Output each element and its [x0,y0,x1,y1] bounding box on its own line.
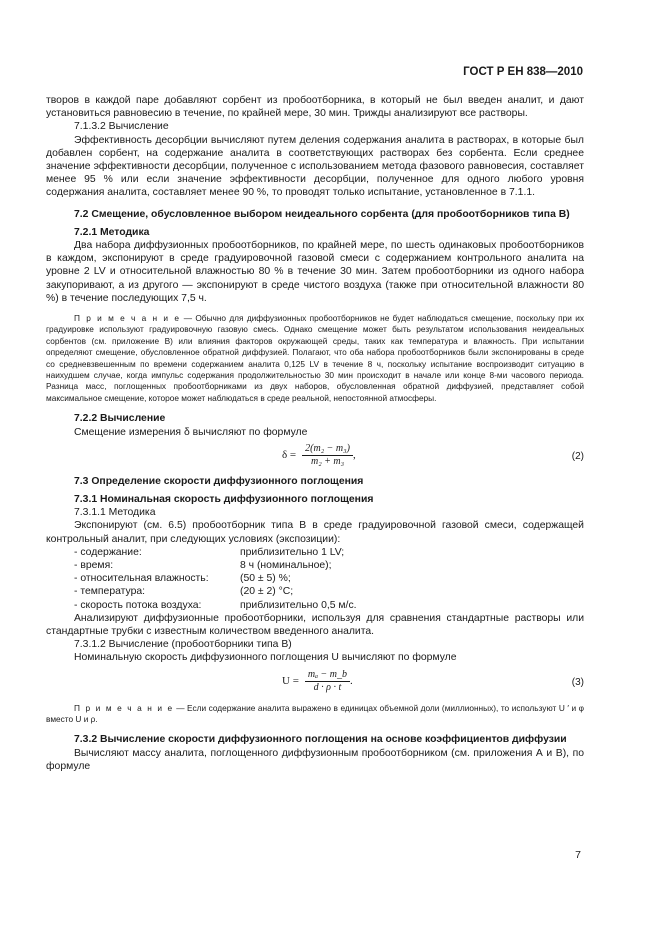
formula-numerator: mₐ − m_b [305,669,350,682]
document-header-id: ГОСТ Р ЕН 838—2010 [463,66,583,78]
conditions-list [46,546,584,612]
note-2 [46,703,584,726]
paragraph: Анализируют диффузионные пробоотборники, используя для сравнения стандартные растворы или стандартные трубки с известным количеством введенного аналита. [46,612,584,637]
section-7-2-2-heading: 7.2.2 Вычисление [74,413,166,425]
section-7-3-1-heading: 7.3.1 Номинальная скорость диффузионного поглощения [74,493,374,505]
list-item: - время: 8 ч (номинальное); [74,559,332,571]
paragraph: Два набора диффузионных пробоотборников, по крайней мере, по шесть одинаковых пробоотборников в каждом, экспонируют в среде градуировочной газовой смеси с содержанием контрольного аналита на уровне 2 LV и относительной влажностью 80 % в течение 30 мин. Затем пробоотборники из одного набора закупоривают, а из другого — экспонируют в среде чистого воздуха (также при относительной влажности 80 %) в течение последующих 7,5 ч. [46,240,584,304]
formula-3 [46,669,584,695]
page-number: 7 [575,849,581,861]
section-7-3-1-1-title: 7.3.1.1 Методика [74,507,156,519]
formula-lhs: U = [282,674,299,687]
formula-denominator: m₂ + m₃ [310,456,345,468]
section-7-3-2-heading: 7.3.2 Вычисление скорости диффузионного поглощения на основе коэффициентов диффузии [74,734,567,746]
section-7-1-3-2-title: 7.1.3.2 Вычисление [74,121,169,133]
formula-fraction [302,443,353,468]
paragraph: творов в каждой паре добавляют сорбент из пробоотборника, в который не был введен аналит, и дают установиться равновесию в течение, по крайней мере, 30 мин. Трижды анализируют все растворы. [46,95,584,120]
paragraph: Экспонируют (см. 6.5) пробоотборник типа В в среде градуировочной газовой смеси, содержащей контрольный аналит, при следующих условиях (экспозиции): [46,520,584,545]
paragraph: Номинальную скорость диффузионного поглощения U вычисляют по формуле [74,652,457,664]
formula-tail: . [350,674,353,687]
formula-lhs: δ = [282,449,297,462]
page-body [46,94,584,773]
paragraph: Смещение измерения δ вычисляют по формуле [74,426,308,438]
formula-denominator: d · ρ · t [313,682,342,694]
section-7-2-heading: 7.2 Смещение, обусловленное выбором неидеального сорбента (для пробоотборников типа В) [74,208,570,220]
list-item: - относительная влажность: (50 ± 5) %; [74,573,291,585]
paragraph: Эффективность десорбции вычисляют путем деления содержания аналита в растворах, в которые был добавлен сорбент, на содержание аналита в соответствующих растворах без сорбента. Если среднее значение эффективности десорбции, полученное с использованием метода фазового равновесия, составляет менее 95 % или если значение эффективности десорбции, полученное для одного любого уровня содержания аналита, составляет менее 90 %, то проводят только испытание, установленное в 7.1.1. [46,134,584,199]
list-item: - содержание: приблизительно 1 LV; [74,546,345,558]
list-item: - скорость потока воздуха: приблизительно 0,5 м/с. [74,599,357,611]
note-text: — Если содержание аналита выражено в единицах объемной доли (миллионных), то используют U ′ и φ вместо U и ρ. [46,702,584,724]
section-7-2-1-heading: 7.2.1 Методика [74,226,150,238]
note-label: П р и м е ч а н и е [74,313,181,324]
note-label: П р и м е ч а н и е [74,702,174,713]
equation-number: (3) [571,676,584,688]
equation-number: (2) [571,450,584,462]
section-7-3-1-2-title: 7.3.1.2 Вычисление (пробоотборники типа В) [74,639,292,651]
list-item: - температура: (20 ± 2) °C; [74,586,294,598]
note-text: — Обычно для диффузионных пробоотборников не будет наблюдаться смещение, поскольку при их градуировке используют градуировочную газовую смесь. Однако смещение может быть результатом использования неидеальных сорбентов (см. приложение В) или влияния факторов окружающей среды, таких как температура и влажность. При испытании определяют смещение, обусловленное обратной диффузией. Полагают, что оба набора пробоотборников были экспонированы в среде со средневзвешенным по времени содержанием аналита 0,125 LV в течение 8 ч, поскольку испытание воспроизводит ситуацию в наихудшем случае, когда импульс содержания продолжительностью 30 мин происходит в начале или конце 8-ми часового периода. Разница масс, поглощенных пробоотборниками из двух наборов, обусловленная обратной диффузией, представляет собой максимальное смещение, которое может наблюдаться в среде реальной, непостоянной атмосферы. [46,313,584,403]
paragraph: Вычисляют массу аналита, поглощенного диффузионным пробоотборником (см. приложения А и В), по формуле [46,747,584,772]
formula-fraction [305,669,350,694]
note-1 [46,313,584,404]
formula-2 [46,443,584,469]
formula-numerator: 2(m₂ − m₃) [302,443,353,456]
formula-tail: , [352,449,356,462]
section-7-3-heading: 7.3 Определение скорости диффузионного поглощения [74,475,364,487]
